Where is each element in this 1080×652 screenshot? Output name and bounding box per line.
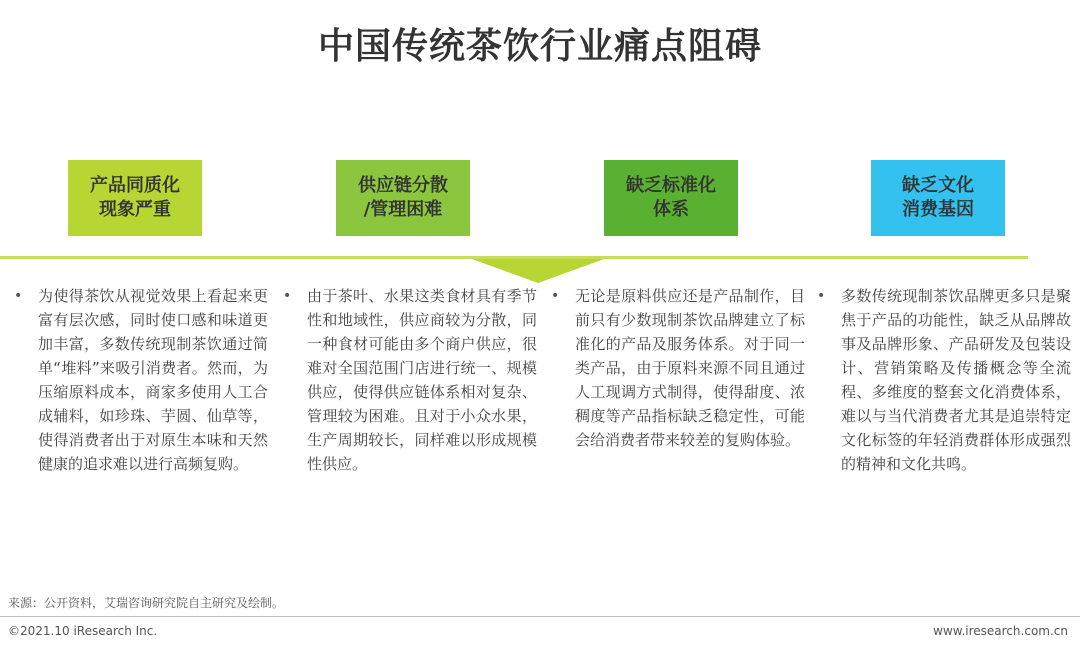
description-text: 由于茶叶、水果这类食材具有季节性和地域性，供应商较为分散，同一种食材可能由多个商户供应，很难对全国范围门店进行统一、规模供应，使得供应链体系相对复杂、管理较为困难。且对于小众水果，生产周期较长，同样难以形成规模性供应。: [307, 287, 537, 473]
website-link[interactable]: www.iresearch.com.cn: [933, 624, 1068, 638]
source-note: 来源：公开资料，艾瑞咨询研究院自主研究及绘制。: [8, 596, 285, 610]
heading-box-product-homogeneity: 产品同质化 现象严重: [68, 160, 202, 236]
heading-box-supply-chain: 供应链分散 /管理困难: [336, 160, 470, 236]
bullet-icon: •: [817, 288, 826, 304]
description-text: 多数传统现制茶饮品牌更多只是聚焦于产品的功能性，缺乏从品牌故事及品牌形象、产品研发及包装设计、营销策略及传播概念等全流程、多维度的整套文化消费体系，难以与当代消费者尤其是追崇特定文化标签的年轻消费群体形成强烈的精神和文化共鸣。: [841, 287, 1071, 473]
bullet-icon: •: [283, 288, 292, 304]
description-text: 无论是原料供应还是产品制作，目前只有少数现制茶饮品牌建立了标准化的产品及服务体系。对于同一类产品，由于原料来源不同且通过人工现调方式制得，使得甜度、浓稠度等产品指标缺乏稳定性，可能会给消费者带来较差的复购体验。: [575, 287, 805, 449]
heading-box-standardization: 缺乏标准化 体系: [604, 160, 738, 236]
copyright: ©2021.10 iResearch Inc.: [8, 624, 158, 638]
bullet-icon: •: [551, 288, 560, 304]
down-triangle-icon: [472, 259, 604, 283]
footer-divider: [0, 616, 1080, 617]
page-title: 中国传统茶饮行业痛点阻碍: [317, 26, 762, 67]
heading-box-culture: 缺乏文化 消费基因: [871, 160, 1005, 236]
description-text: 为使得茶饮从视觉效果上看起来更富有层次感，同时使口感和味道更加丰富，多数传统现制茶饮通过简单“堆料”来吸引消费者。然而，为压缩原料成本，商家多使用人工合成辅料，如珍珠、芋圆、仙草等，使得消费者出于对原生本味和天然健康的追求难以进行高频复购。: [38, 287, 268, 473]
pain-point-headings: [0, 160, 1080, 236]
bullet-icon: •: [14, 288, 23, 304]
